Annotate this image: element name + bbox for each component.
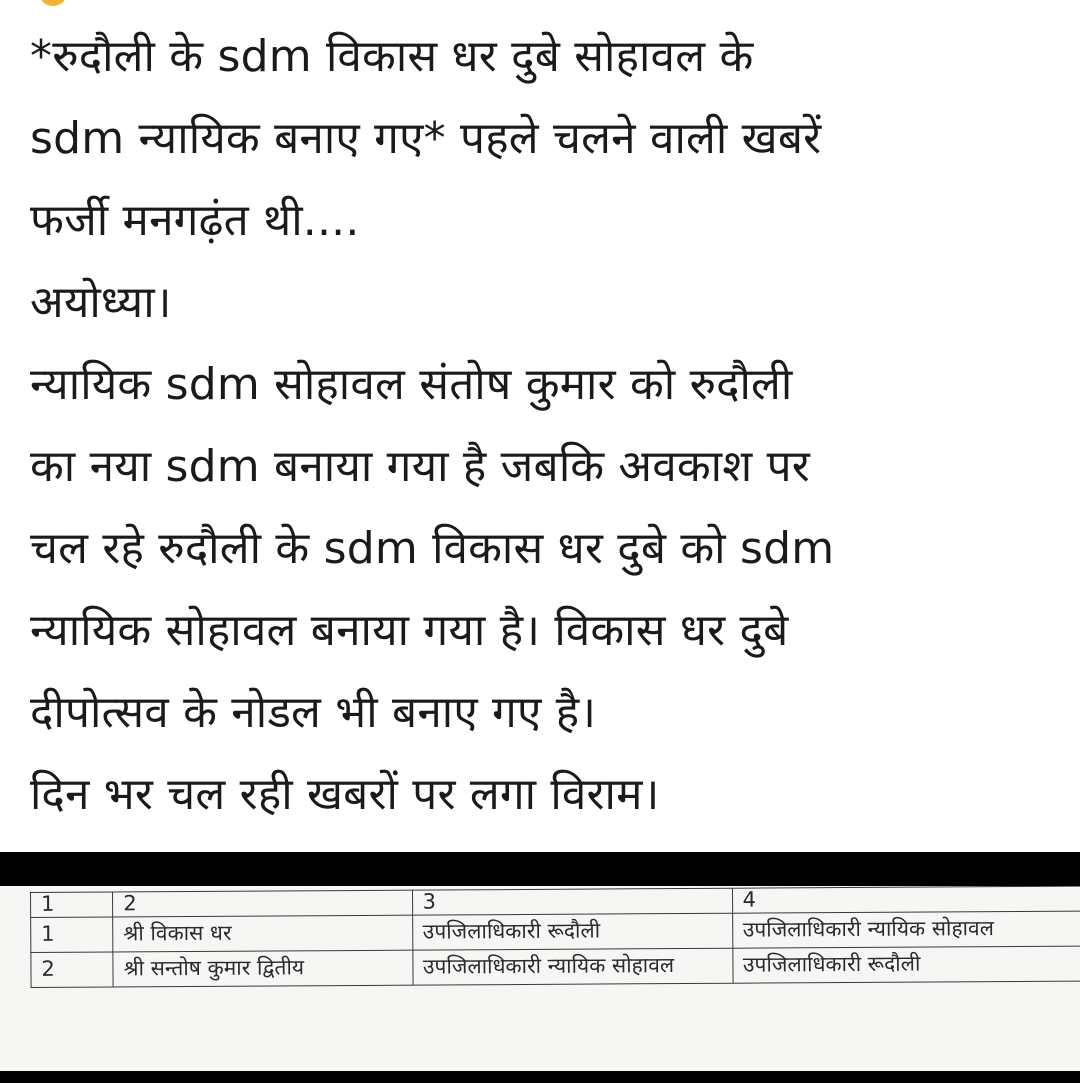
post-line: दिन भर चल रही खबरों पर लगा विराम। xyxy=(30,769,660,820)
post-line: चल रहे रुदौली के sdm विकास धर दुबे को sdm xyxy=(30,523,835,574)
officer-name: श्री सन्तोष कुमार द्वितीय xyxy=(113,950,413,987)
post-line: *रुदौली के sdm विकास धर दुबे सोहावल के xyxy=(30,31,754,82)
table-row xyxy=(31,946,1080,987)
current-post: उपजिलाधिकारी रूदौली xyxy=(412,913,732,950)
current-post: उपजिलाधिकारी न्यायिक सोहावल xyxy=(412,948,732,985)
column-header: 1 xyxy=(31,892,113,918)
document-image xyxy=(0,886,1080,1083)
post-line: फर्जी मनगढ़ंत थी.... xyxy=(30,195,360,246)
post-line: का नया sdm बनाया गया है जबकि अवकाश पर xyxy=(30,441,810,492)
officer-name: श्री विकास धर xyxy=(113,915,413,952)
row-number: 1 xyxy=(31,917,113,953)
row-number: 2 xyxy=(31,952,113,988)
divider-band xyxy=(0,852,1080,886)
post-line: न्यायिक सोहावल बनाया गया है। विकास धर दुबे xyxy=(30,605,789,656)
column-header: 3 xyxy=(412,888,732,915)
post-line: दीपोत्सव के नोडल भी बनाए गए है। xyxy=(30,687,597,738)
column-header: 4 xyxy=(732,886,1080,913)
transfer-table xyxy=(30,886,1080,988)
emoji-icon xyxy=(40,0,66,6)
post-line: न्यायिक sdm सोहावल संतोष कुमार को रुदौली xyxy=(30,359,793,410)
column-header: 2 xyxy=(113,890,412,917)
new-post: उपजिलाधिकारी रूदौली xyxy=(732,946,1080,983)
new-post: उपजिलाधिकारी न्यायिक सोहावल xyxy=(732,911,1080,948)
post-text xyxy=(30,16,1060,836)
bottom-bar xyxy=(0,1071,1080,1083)
post-line: अयोध्या। xyxy=(30,277,172,328)
post-line: sdm न्यायिक बनाए गए* पहले चलने वाली खबरें xyxy=(30,113,822,164)
